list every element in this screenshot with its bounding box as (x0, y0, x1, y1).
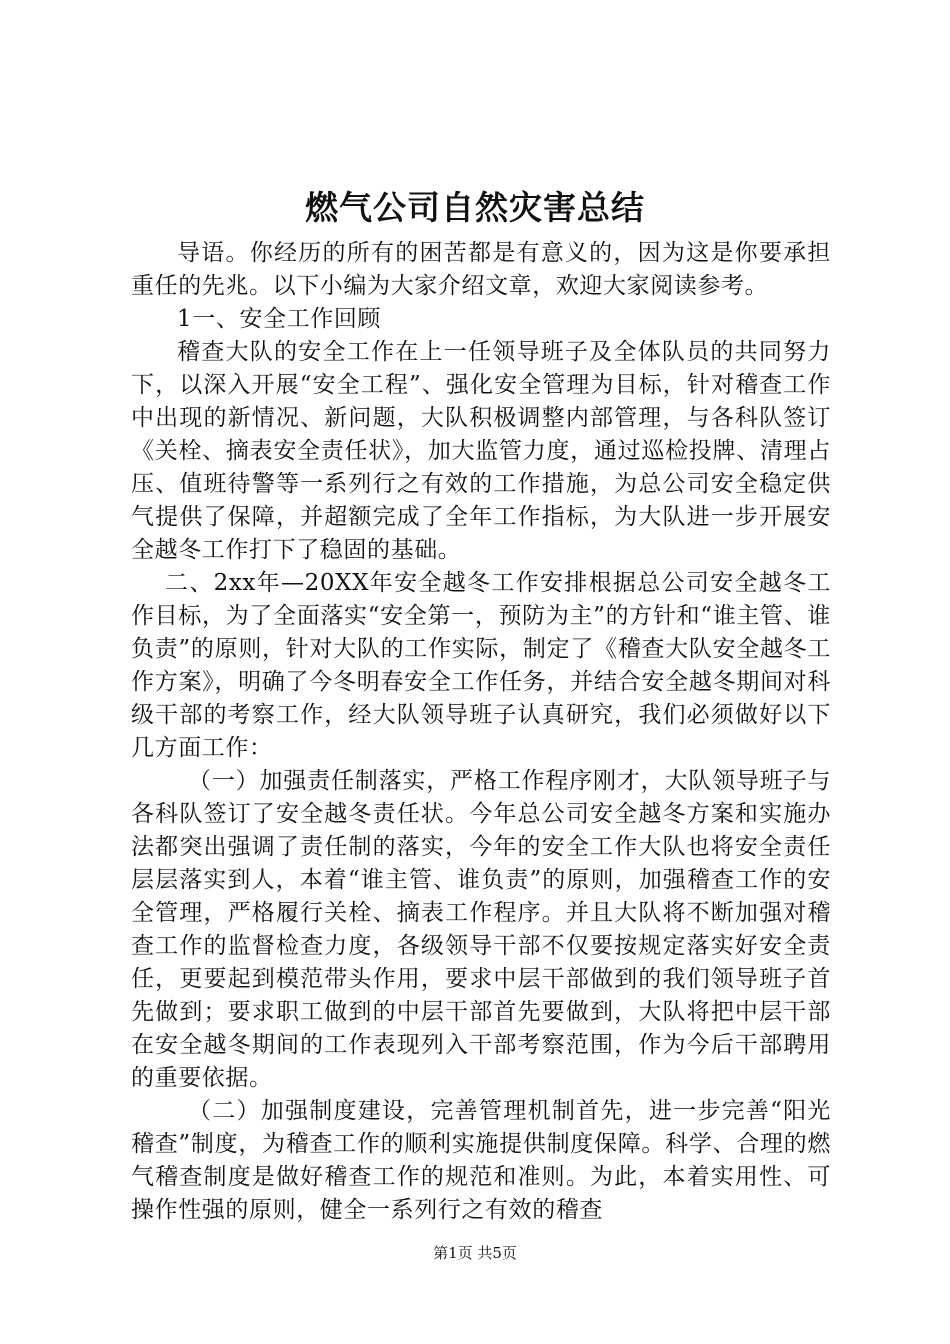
document-title: 燃气公司自然灾害总结 (305, 188, 645, 227)
page-number-footer: 第1页 共5页 (433, 1244, 517, 1262)
section-heading-review: 1一、安全工作回顾 (177, 306, 382, 332)
body-paragraph: 二、2xx年—20XX年安全越冬工作安排根据总公司安全越冬工作目标，为了全面落实“安全第一，预防为主”的方针和“谁主管、谁负责”的原则，针对大队的工作实际，制定了《稽查大队安全越冬工作方案》，明确了今冬明春安全工作任务，并结合安全越冬期间对科级干部的考察工作，经大队领导班子认真研究，我们必须做好以下几方面工作： (131, 570, 831, 761)
body-paragraph: （二）加强制度建设，完善管理机制首先，进一步完善“阳光稽查”制度，为稽查工作的顺利实施提供制度保障。科学、合理的燃气稽查制度是做好稽查工作的规范和准则。为此，本着实用性、可操作性强的原则，健全一系列行之有效的稽查 (131, 1098, 831, 1223)
body-paragraph: 稽查大队的安全工作在上一任领导班子及全体队员的共同努力下，以深入开展“安全工程”、强化安全管理为目标，针对稽查工作中出现的新情况、新问题，大队积极调整内部管理，与各科队签订《关栓、摘表安全责任状》，加大监管力度，通过巡检投牌、清理占压、值班待警等一系列行之有效的工作措施，为总公司安全稳定供气提供了保障，并超额完成了全年工作指标，为大队进一步开展安全越冬工作打下了稳固的基础。 (131, 339, 831, 563)
document-body (131, 237, 831, 1227)
intro-paragraph: 导语。你经历的所有的困苦都是有意义的，因为这是你要承担重任的先兆。以下小编为大家介绍文章，欢迎大家阅读参考。 (131, 240, 831, 299)
body-paragraph: （一）加强责任制落实，严格工作程序刚才，大队领导班子与各科队签订了安全越冬责任状。今年总公司安全越冬方案和实施办法都突出强调了责任制的落实，今年的安全工作大队也将安全责任层层落实到人，本着“谁主管、谁负责”的原则，加强稽查工作的安全管理，严格履行关栓、摘表工作程序。并且大队将不断加强对稽查工作的监督检查力度，各级领导干部不仅要按规定落实好安全责任，更要起到模范带头作用，要求中层干部做到的我们领导班子首先做到；要求职工做到的中层干部首先要做到，大队将把中层干部在安全越冬期间的工作表现列入干部考察范围，作为今后干部聘用的重要依据。 (131, 768, 831, 1091)
